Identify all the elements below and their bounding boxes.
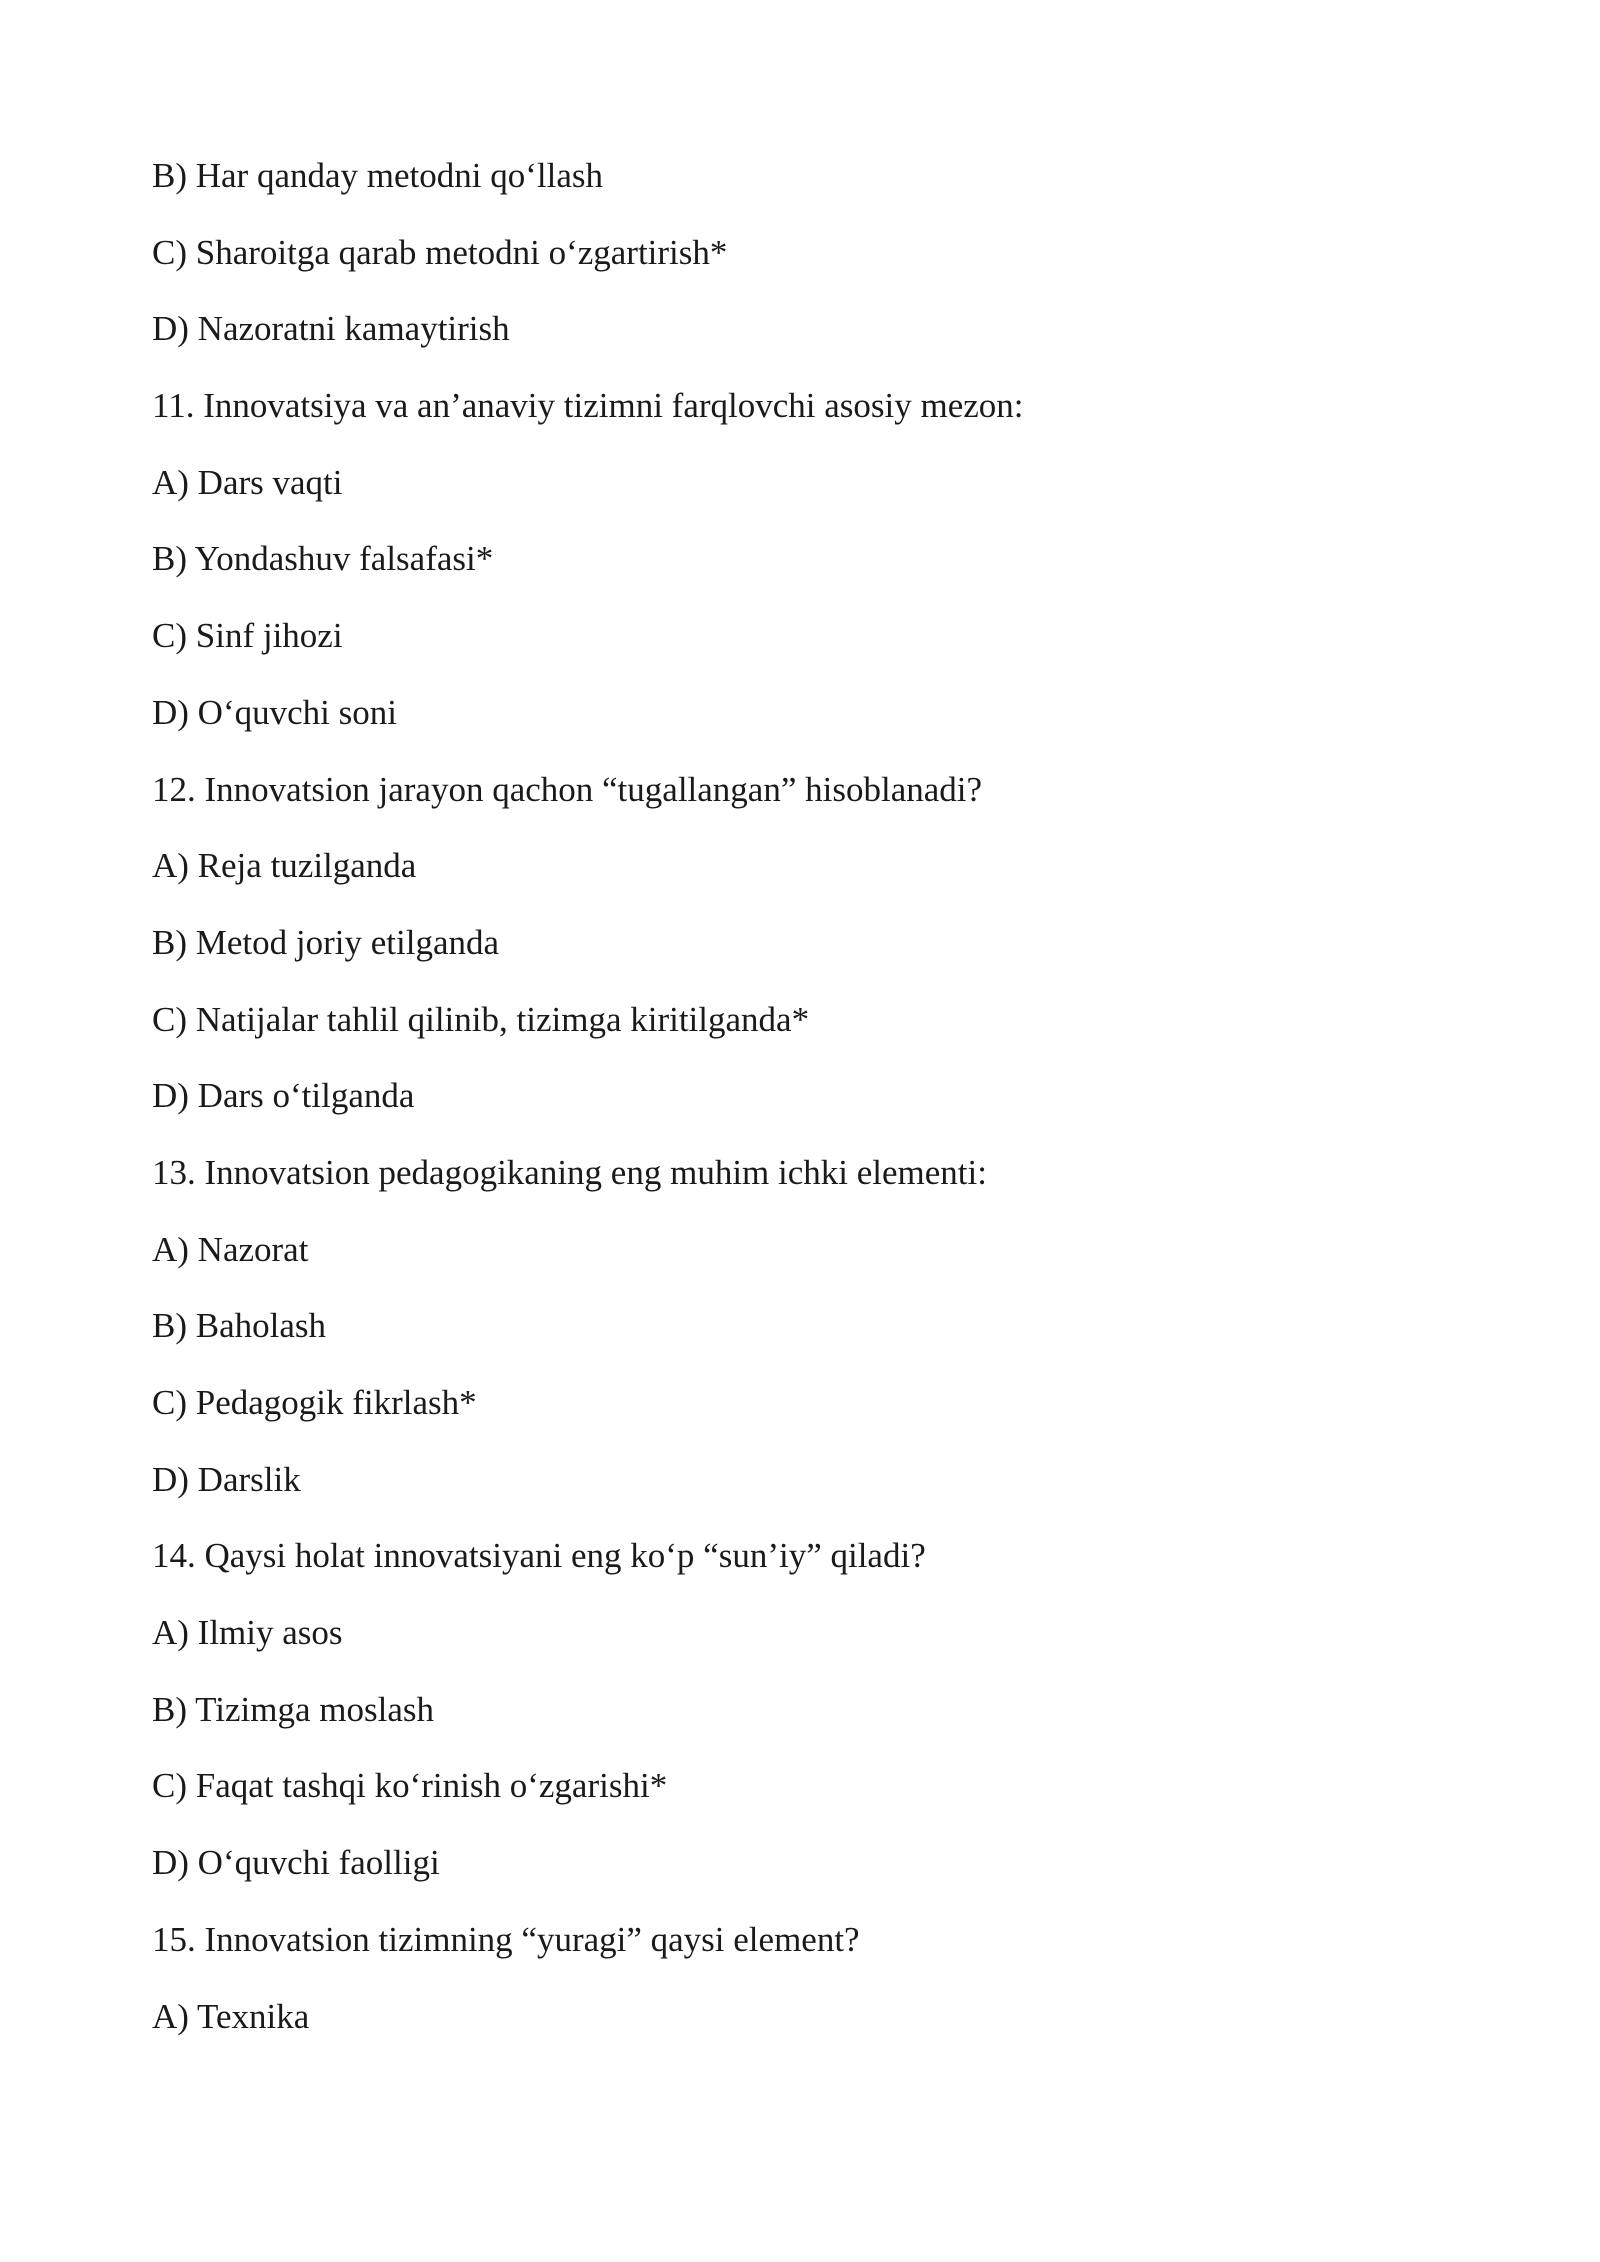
question-14: 14. Qaysi holat innovatsiyani eng ko‘p “sun’iy” qiladi? bbox=[152, 1536, 926, 1576]
answer-option: A) Texnika bbox=[152, 1996, 310, 2036]
answer-option: D) O‘quvchi faolligi bbox=[152, 1843, 440, 1883]
answer-option: A) Dars vaqti bbox=[152, 462, 343, 502]
answer-option: B) Yondashuv falsafasi* bbox=[152, 539, 494, 579]
answer-option: D) Dars o‘tilganda bbox=[152, 1076, 415, 1116]
answer-option: D) O‘quvchi soni bbox=[152, 692, 397, 732]
question-11: 11. Innovatsiya va an’anaviy tizimni farqlovchi asosiy mezon: bbox=[152, 386, 1024, 426]
answer-option: A) Reja tuzilganda bbox=[152, 846, 417, 886]
answer-option: B) Tizimga moslash bbox=[152, 1689, 434, 1729]
answer-option: C) Natijalar tahlil qilinib, tizimga kiritilganda* bbox=[152, 999, 810, 1039]
question-12: 12. Innovatsion jarayon qachon “tugallangan” hisoblanadi? bbox=[152, 769, 983, 809]
answer-option: C) Faqat tashqi ko‘rinish o‘zgarishi* bbox=[152, 1766, 668, 1806]
answer-option: A) Nazorat bbox=[152, 1229, 309, 1269]
answer-option: C) Sharoitga qarab metodni o‘zgartirish* bbox=[152, 232, 728, 272]
question-15: 15. Innovatsion tizimning “yuragi” qaysi element? bbox=[152, 1919, 860, 1959]
answer-option: B) Metod joriy etilganda bbox=[152, 922, 500, 962]
answer-option: C) Sinf jihozi bbox=[152, 616, 343, 656]
answer-option: A) Ilmiy asos bbox=[152, 1613, 343, 1653]
answer-option: B) Baholash bbox=[152, 1306, 327, 1346]
answer-option: D) Nazoratni kamaytirish bbox=[152, 309, 510, 349]
answer-option: C) Pedagogik fikrlash* bbox=[152, 1383, 477, 1422]
question-13: 13. Innovatsion pedagogikaning eng muhim ichki elementi: bbox=[152, 1152, 987, 1192]
answer-option: D) Darslik bbox=[152, 1459, 301, 1499]
question-list bbox=[152, 146, 1452, 2063]
answer-option: B) Har qanday metodni qo‘llash bbox=[152, 156, 604, 195]
